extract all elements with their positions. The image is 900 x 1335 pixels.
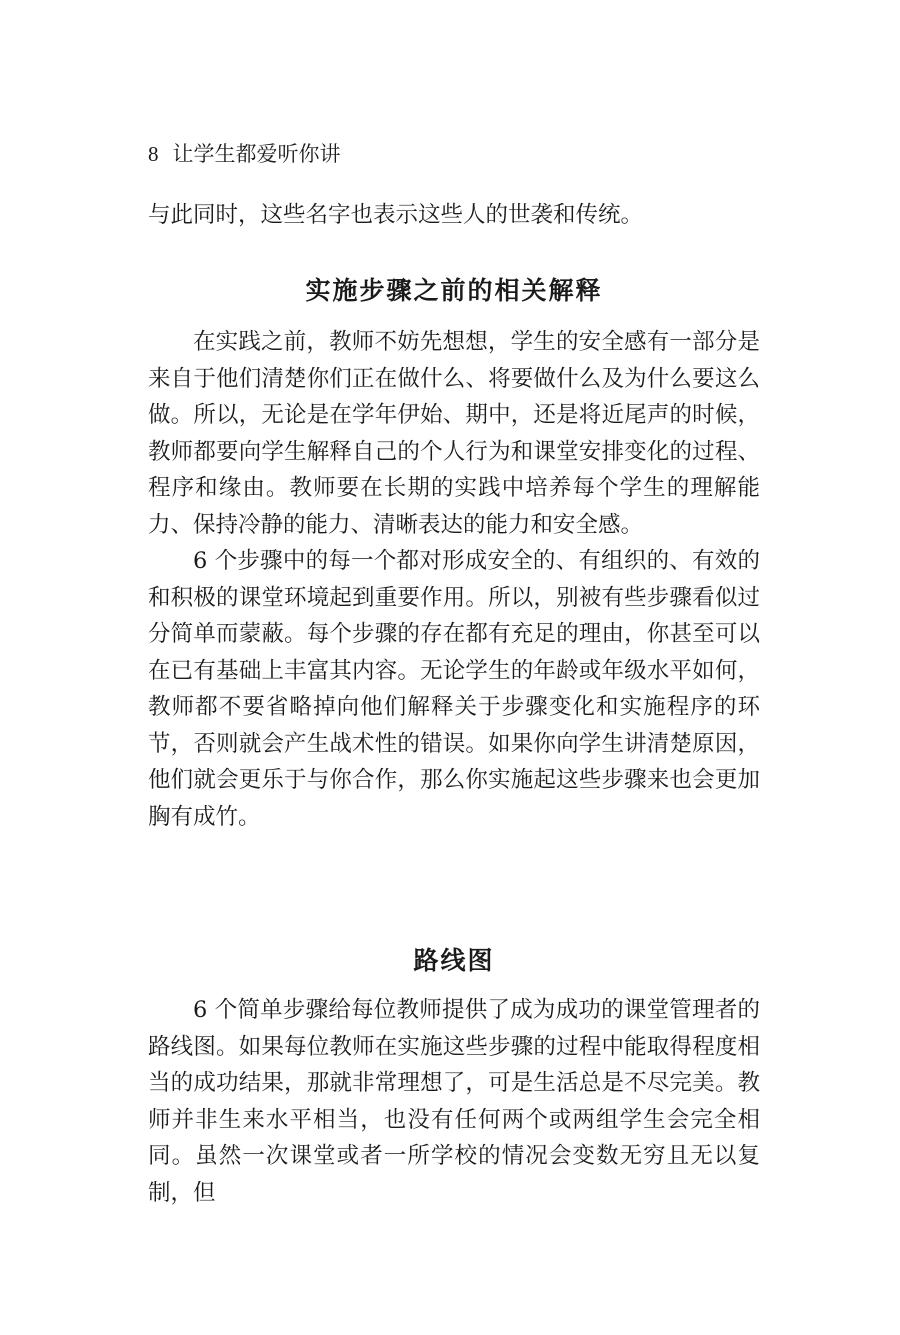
paragraph: 6 个步骤中的每一个都对形成安全的、有组织的、有效的和积极的课堂环境起到重要作用。所以，别被有些步骤看似过分简单而蒙蔽。每个步骤的存在都有充足的理由，你甚至可以在已有基础上丰富其内容。无论学生的年龄或年级水平如何，教师都不要省略掉向他们解释关于步骤变化和实施程序的环节，否则就会产生战术性的错误。如果你向学生讲清楚原因，他们就会更乐于与你合作，那么你实施起这些步骤来也会更加胸有成竹。	[148, 548, 760, 830]
continuation-paragraph	[148, 197, 760, 234]
section-heading: 路线图	[413, 946, 495, 975]
section-body	[148, 992, 760, 1211]
book-title: 让学生都爱听你讲	[172, 142, 341, 166]
running-head	[148, 140, 341, 168]
section-body	[148, 324, 760, 835]
paragraph: 6 个简单步骤给每位教师提供了成为成功的课堂管理者的路线图。如果每位教师在实施这些步骤的过程中能取得程度相当的成功结果，那就非常理想了，可是生活总是不尽完美。教师并非生来水平相当，也没有任何两个或两组学生会完全相同。虽然一次课堂或者一所学校的情况会变数无穷且无以复制，但	[148, 997, 760, 1206]
page-number: 8	[148, 142, 159, 166]
paragraph: 在实践之前，教师不妨先想想，学生的安全感有一部分是来自于他们清楚你们正在做什么、将要做什么及为什么要这么做。所以，无论是在学年伊始、期中，还是将近尾声的时候，教师都要向学生解释自己的个人行为和课堂安排变化的过程、程序和缘由。教师要在长期的实践中培养每个学生的理解能力、保持冷静的能力、清晰表达的能力和安全感。	[148, 329, 760, 538]
section-heading: 实施步骤之前的相关解释	[305, 276, 603, 305]
paragraph: 与此同时，这些名字也表示这些人的世袭和传统。	[148, 202, 644, 228]
